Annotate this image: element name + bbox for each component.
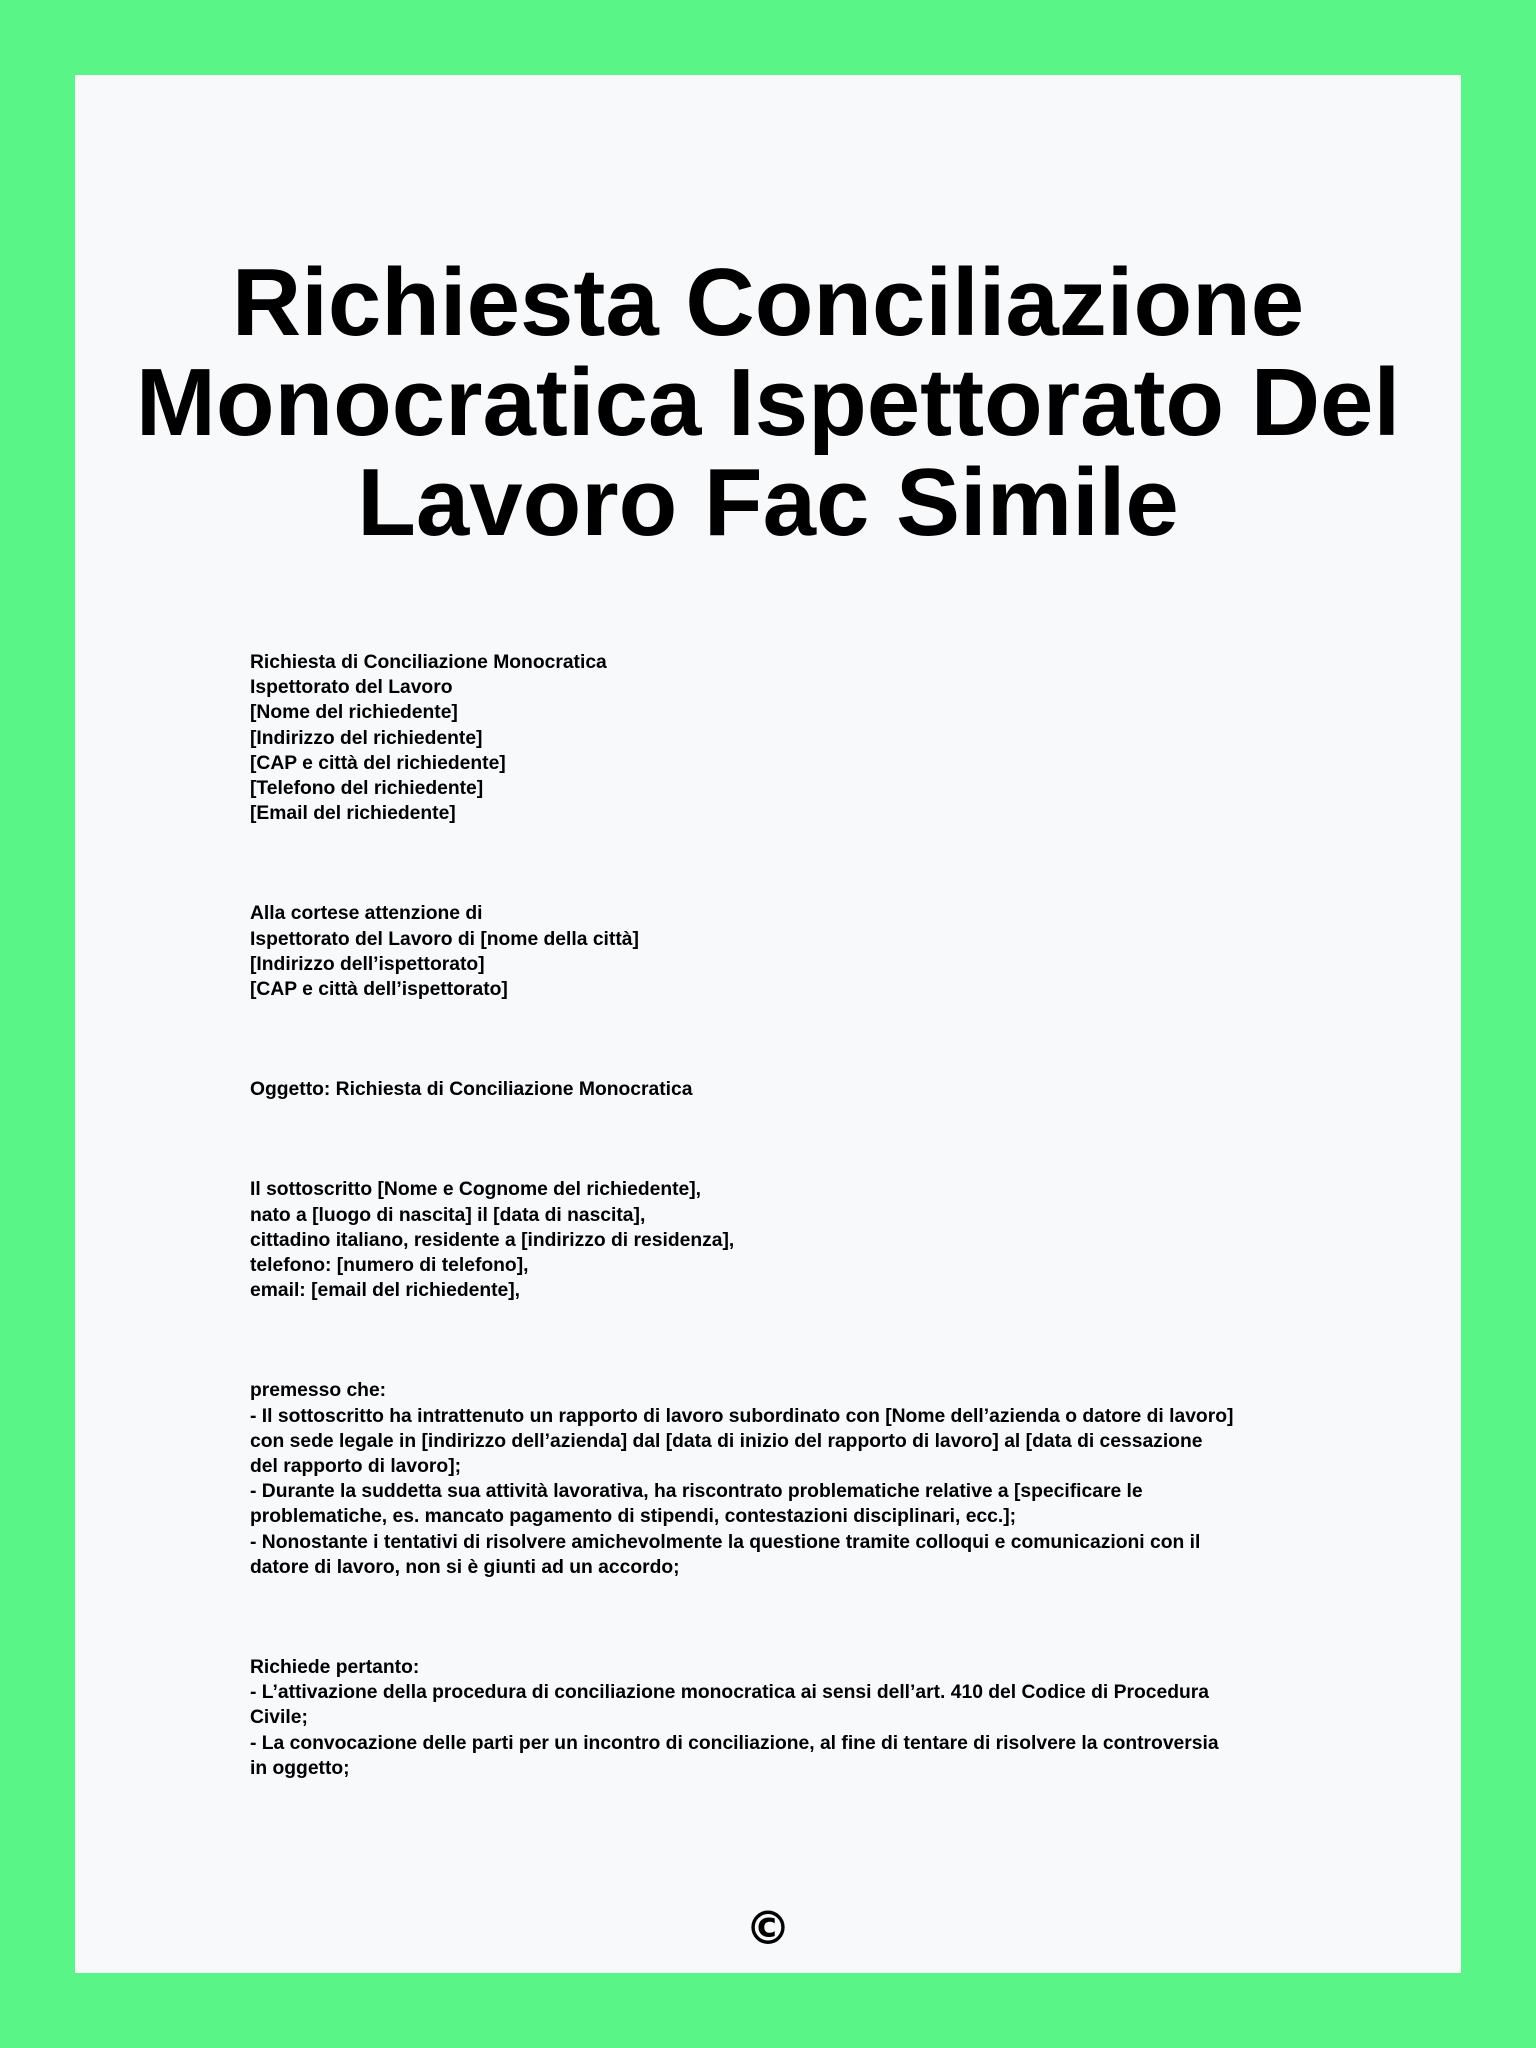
- text-line: Richiede pertanto:: [250, 1657, 420, 1679]
- applicant-details-block: [250, 1177, 1350, 1303]
- text-line: [CAP e città del richiedente]: [250, 752, 506, 774]
- text-line: in oggetto;: [250, 1757, 350, 1779]
- subject-block: [250, 1077, 1350, 1102]
- text-line: [Email del richiedente]: [250, 803, 456, 825]
- recipient-block: [250, 901, 1350, 1002]
- text-line: [Nome del richiedente]: [250, 702, 458, 724]
- text-line: - L’attivazione della procedura di conciliazione monocratica ai sensi dell’art. 410 del Codice di Procedura: [250, 1682, 1209, 1704]
- text-line: [Indirizzo del richiedente]: [250, 727, 483, 749]
- text-line: - La convocazione delle parti per un incontro di conciliazione, al fine di tentare di risolvere la controversia: [250, 1732, 1219, 1754]
- text-line: Oggetto: Richiesta di Conciliazione Monocratica: [250, 1079, 693, 1101]
- text-line: telefono: [numero di telefono],: [250, 1255, 529, 1277]
- text-line: [CAP e città dell’ispettorato]: [250, 979, 508, 1001]
- requests-block: [250, 1655, 1350, 1781]
- text-line: cittadino italiano, residente a [indirizzo di residenza],: [250, 1229, 735, 1251]
- text-line: - Durante la suddetta sua attività lavorativa, ha riscontrato problematiche relative a [specificare le: [250, 1481, 1143, 1503]
- text-line: - Il sottoscritto ha intrattenuto un rapporto di lavoro subordinato con [Nome dell’azienda o datore di lavoro]: [250, 1405, 1234, 1427]
- text-line: [Telefono del richiedente]: [250, 778, 484, 800]
- text-line: - Nonostante i tentativi di risolvere amichevolmente la questione tramite colloqui e comunicazioni con il: [250, 1531, 1201, 1553]
- text-line: con sede legale in [indirizzo dell’azienda] dal [data di inizio del rapporto di lavoro] al [data di cessazione: [250, 1430, 1203, 1452]
- text-line: Ispettorato del Lavoro: [250, 677, 453, 699]
- text-line: problematiche, es. mancato pagamento di stipendi, contestazioni disciplinari, ecc.];: [250, 1506, 1017, 1528]
- sender-block: [250, 650, 1350, 826]
- text-line: Il sottoscritto [Nome e Cognome del richiedente],: [250, 1179, 702, 1201]
- text-line: del rapporto di lavoro];: [250, 1456, 462, 1478]
- text-line: nato a [luogo di nascita] il [data di nascita],: [250, 1204, 646, 1226]
- document-page: [75, 75, 1461, 1973]
- text-line: Richiesta di Conciliazione Monocratica: [250, 652, 607, 673]
- premises-block: [250, 1378, 1350, 1580]
- copyright-icon: ©: [745, 1901, 791, 1955]
- text-line: Civile;: [250, 1707, 308, 1729]
- text-line: [Indirizzo dell’ispettorato]: [250, 953, 485, 975]
- page-title: Richiesta Conciliazione Monocratica Ispettorato Del Lavoro Fac Simile: [135, 249, 1401, 556]
- text-line: Alla cortese attenzione di: [250, 903, 483, 925]
- text-line: premesso che:: [250, 1380, 387, 1402]
- text-line: email: [email del richiedente],: [250, 1280, 521, 1302]
- text-line: Ispettorato del Lavoro di [nome della città]: [250, 928, 639, 950]
- letter-body: [250, 650, 1350, 1856]
- text-line: datore di lavoro, non si è giunti ad un accordo;: [250, 1556, 680, 1578]
